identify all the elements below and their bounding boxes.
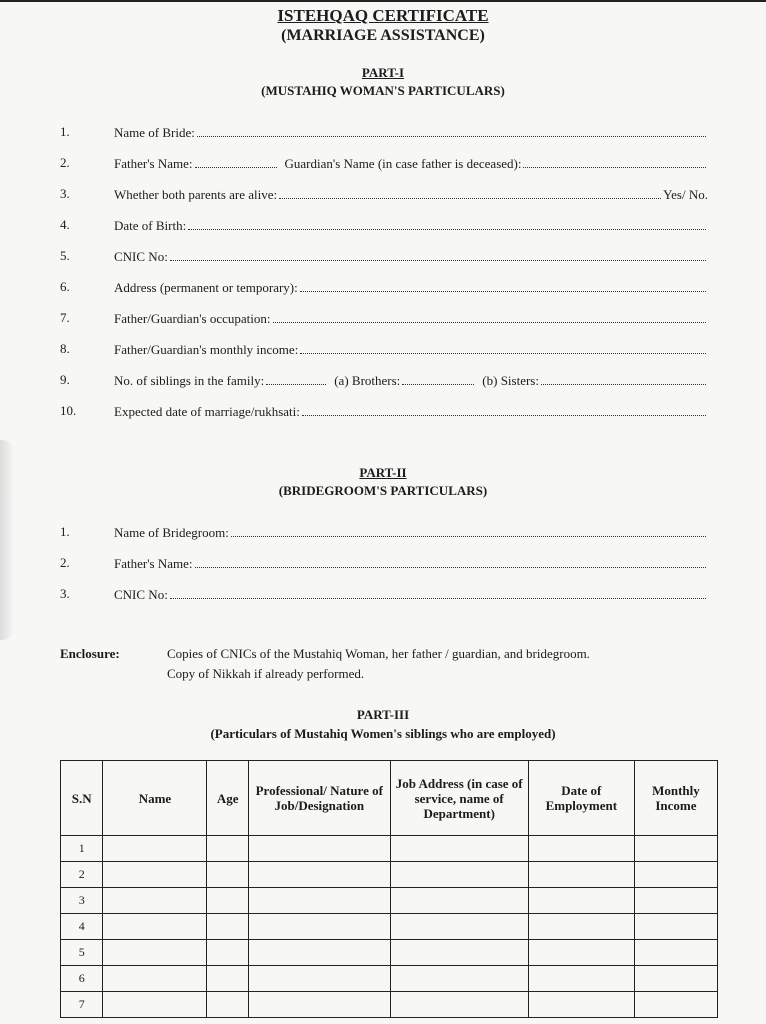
part3-subheading: (Particulars of Mustahiq Women's siblings who are employed) <box>210 726 556 741</box>
part2-heading: PART-II <box>359 465 407 480</box>
guardian-name-field[interactable] <box>523 155 706 168</box>
employment-date-cell[interactable] <box>528 888 634 914</box>
row-number: 2 <box>61 862 103 888</box>
bridegroom-father-label: Father's Name: <box>114 556 193 571</box>
income-field[interactable] <box>300 341 706 354</box>
employment-date-cell[interactable] <box>528 862 634 888</box>
siblings-row <box>60 372 708 392</box>
job-address-cell[interactable] <box>390 940 528 966</box>
occupation-field[interactable] <box>273 310 707 323</box>
profession-cell[interactable] <box>248 862 390 888</box>
bridegroom-cnic-row <box>60 586 708 606</box>
parents-alive-row <box>60 186 708 206</box>
col-header-profession: Professional/ Nature of Job/Designation <box>248 761 390 836</box>
item-number: 5. <box>60 248 70 263</box>
table-row <box>61 940 718 966</box>
item-number: 2. <box>60 555 70 570</box>
age-cell[interactable] <box>207 836 248 862</box>
job-address-cell[interactable] <box>390 836 528 862</box>
name-cell[interactable] <box>103 940 207 966</box>
bridegroom-name-row <box>60 524 708 544</box>
job-address-cell[interactable] <box>390 966 528 992</box>
income-cell[interactable] <box>634 992 717 1018</box>
address-field[interactable] <box>300 279 706 292</box>
job-address-cell[interactable] <box>390 914 528 940</box>
cnic-field[interactable] <box>170 248 706 261</box>
address-row <box>60 279 708 299</box>
age-cell[interactable] <box>207 992 248 1018</box>
income-cell[interactable] <box>634 914 717 940</box>
dob-field[interactable] <box>188 217 706 230</box>
father-guardian-row <box>60 155 708 175</box>
father-name-label: Father's Name: <box>114 156 193 171</box>
enclosure-line-2: Copy of Nikkah if already performed. <box>167 666 365 681</box>
sisters-field[interactable] <box>541 372 706 385</box>
bridegroom-name-label: Name of Bridegroom: <box>114 525 229 540</box>
bride-name-label: Name of Bride: <box>114 125 195 140</box>
cnic-label: CNIC No: <box>114 249 168 264</box>
name-cell[interactable] <box>103 862 207 888</box>
yes-no-option[interactable]: Yes/ No. <box>663 187 708 202</box>
table-row <box>61 914 718 940</box>
bridegroom-father-row <box>60 555 708 575</box>
profession-cell[interactable] <box>248 940 390 966</box>
table-row <box>61 888 718 914</box>
row-number: 7 <box>61 992 103 1018</box>
income-cell[interactable] <box>634 836 717 862</box>
part1-heading: PART-I <box>361 65 405 80</box>
income-row <box>60 341 708 361</box>
cnic-row <box>60 248 708 268</box>
item-number: 3. <box>60 586 70 601</box>
table-row <box>61 992 718 1018</box>
employment-date-cell[interactable] <box>528 914 634 940</box>
profession-cell[interactable] <box>248 836 390 862</box>
item-number: 1. <box>60 124 70 139</box>
col-header-monthly-income: Monthly Income <box>634 761 717 836</box>
enclosure-label: Enclosure: <box>60 646 120 661</box>
item-number: 4. <box>60 217 70 232</box>
name-cell[interactable] <box>103 836 207 862</box>
income-cell[interactable] <box>634 966 717 992</box>
occupation-label: Father/Guardian's occupation: <box>114 311 271 326</box>
age-cell[interactable] <box>207 966 248 992</box>
item-number: 9. <box>60 372 70 387</box>
name-cell[interactable] <box>103 914 207 940</box>
marriage-date-row <box>60 403 708 423</box>
job-address-cell[interactable] <box>390 888 528 914</box>
bride-name-field[interactable] <box>197 124 706 137</box>
bride-name-row <box>60 124 708 144</box>
bridegroom-cnic-field[interactable] <box>170 586 706 599</box>
brothers-label: (a) Brothers: <box>334 373 401 388</box>
document-title: ISTEHQAQ CERTIFICATE <box>277 6 489 25</box>
document-subtitle: (MARRIAGE ASSISTANCE) <box>281 27 485 44</box>
dob-label: Date of Birth: <box>114 218 187 233</box>
name-cell[interactable] <box>103 992 207 1018</box>
marriage-date-field[interactable] <box>302 403 706 416</box>
siblings-label: No. of siblings in the family: <box>114 373 265 388</box>
income-label: Father/Guardian's monthly income: <box>114 342 299 357</box>
table-row <box>61 836 718 862</box>
employment-date-cell[interactable] <box>528 940 634 966</box>
age-cell[interactable] <box>207 940 248 966</box>
income-cell[interactable] <box>634 862 717 888</box>
name-cell[interactable] <box>103 966 207 992</box>
guardian-name-label: Guardian's Name (in case father is deceased): <box>284 156 522 171</box>
table-row <box>61 862 718 888</box>
age-cell[interactable] <box>207 914 248 940</box>
parents-alive-label: Whether both parents are alive: <box>114 187 278 202</box>
father-name-field[interactable] <box>195 155 277 168</box>
job-address-cell[interactable] <box>390 862 528 888</box>
job-address-cell[interactable] <box>390 992 528 1018</box>
address-label: Address (permanent or temporary): <box>114 280 298 295</box>
profession-cell[interactable] <box>248 914 390 940</box>
bridegroom-name-field[interactable] <box>231 524 706 537</box>
item-number: 6. <box>60 279 70 294</box>
item-number: 1. <box>60 524 70 539</box>
item-number: 7. <box>60 310 70 325</box>
bridegroom-cnic-label: CNIC No: <box>114 587 168 602</box>
row-number: 5 <box>61 940 103 966</box>
occupation-row <box>60 310 708 330</box>
employment-date-cell[interactable] <box>528 966 634 992</box>
table-header-row <box>61 761 718 836</box>
table-row <box>61 966 718 992</box>
item-number: 3. <box>60 186 70 201</box>
enclosure-line-1: Copies of CNICs of the Mustahiq Woman, her father / guardian, and bridegroom. <box>167 646 590 661</box>
dob-row <box>60 217 708 237</box>
col-header-age: Age <box>207 761 248 836</box>
part3-heading: PART-III <box>356 707 410 722</box>
name-cell[interactable] <box>103 888 207 914</box>
col-header-name: Name <box>103 761 207 836</box>
employment-date-cell[interactable] <box>528 836 634 862</box>
col-header-employment-date: Date of Employment <box>528 761 634 836</box>
employment-date-cell[interactable] <box>528 992 634 1018</box>
income-cell[interactable] <box>634 940 717 966</box>
marriage-date-label: Expected date of marriage/rukhsati: <box>114 404 300 419</box>
brothers-field[interactable] <box>402 372 474 385</box>
top-border <box>0 0 766 2</box>
row-number: 4 <box>61 914 103 940</box>
part1-subheading: (MUSTAHIQ WOMAN'S PARTICULARS) <box>261 83 505 98</box>
item-number: 2. <box>60 155 70 170</box>
profession-cell[interactable] <box>248 966 390 992</box>
part2-subheading: (BRIDEGROOM'S PARTICULARS) <box>278 483 488 498</box>
siblings-employment-table <box>60 760 718 1018</box>
item-number: 8. <box>60 341 70 356</box>
parents-alive-field[interactable] <box>279 186 661 199</box>
income-cell[interactable] <box>634 888 717 914</box>
col-header-job-address: Job Address (in case of service, name of Department) <box>390 761 528 836</box>
age-cell[interactable] <box>207 862 248 888</box>
age-cell[interactable] <box>207 888 248 914</box>
row-number: 6 <box>61 966 103 992</box>
col-header-sn: S.N <box>61 761 103 836</box>
item-number: 10. <box>60 403 77 418</box>
sisters-label: (b) Sisters: <box>482 373 539 388</box>
siblings-count-field[interactable] <box>266 372 326 385</box>
profession-cell[interactable] <box>248 992 390 1018</box>
row-number: 3 <box>61 888 103 914</box>
bridegroom-father-field[interactable] <box>195 555 706 568</box>
row-number: 1 <box>61 836 103 862</box>
profession-cell[interactable] <box>248 888 390 914</box>
